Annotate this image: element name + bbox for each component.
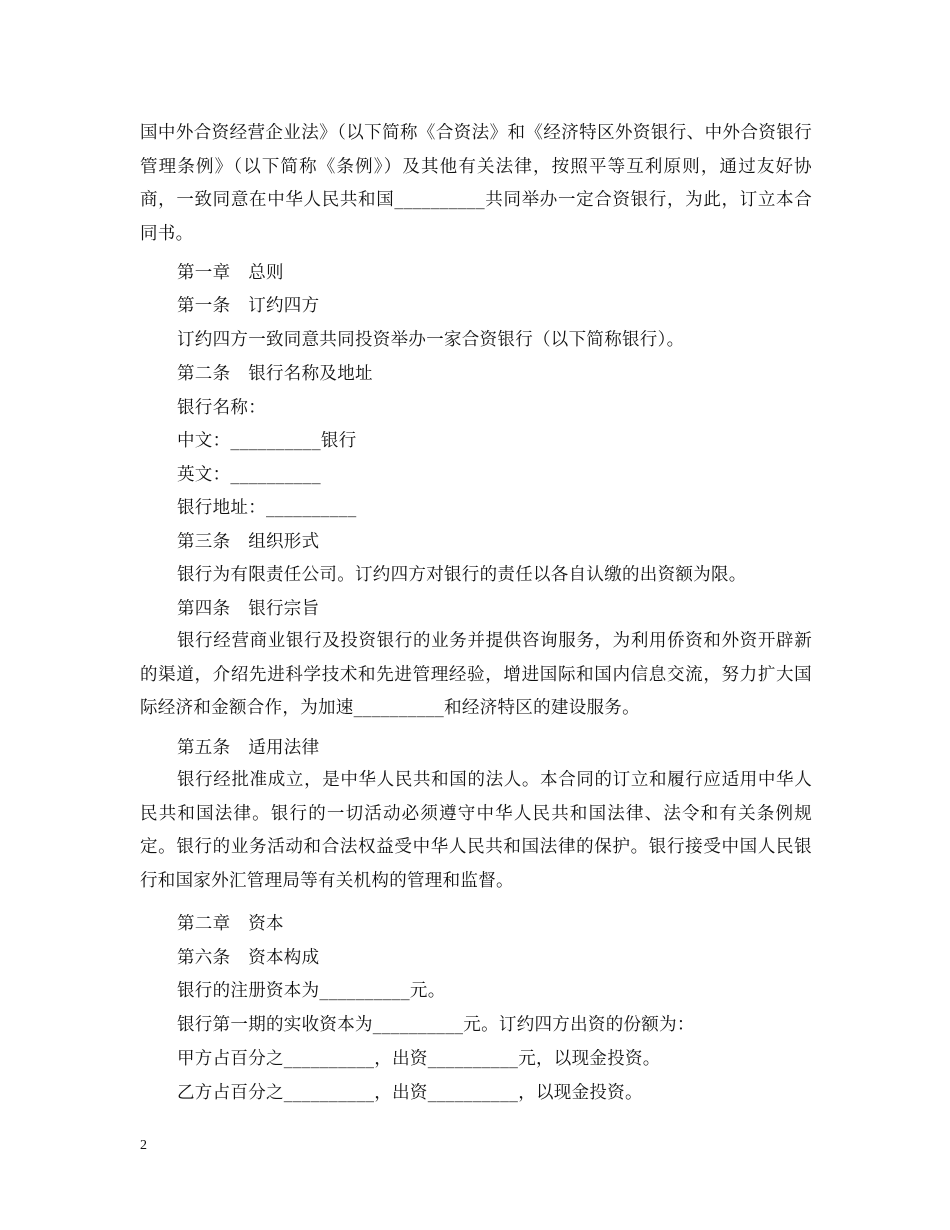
- article-4-heading: 第四条 银行宗旨: [177, 599, 320, 619]
- opening-paragraph: 国中外合资经营企业法》（以下简称《合资法》和《经济特区外资银行、中外合资银行管理条例》（以下简称《条例》）及其他有关法律，按照平等互利原则，通过友好协商，一致同意在中华人民共和国__________共同举办一定合资银行，为此，订立本合同书。: [140, 123, 812, 244]
- article-5-paragraph: 银行经批准成立，是中华人民共和国的法人。本合同的订立和履行应适用中华人民共和国法律。银行的一切活动必须遵守中华人民共和国法律、法令和有关条例规定。银行的业务活动和合法权益受中华人民共和国法律的保护。银行接受中国人民银行和国家外汇管理局等有关机构的管理和监督。: [140, 770, 812, 891]
- bank-address: 银行地址：__________: [177, 498, 357, 518]
- article-3-text: 银行为有限责任公司。订约四方对银行的责任以各自认缴的出资额为限。: [177, 565, 747, 585]
- article-6-heading: 第六条 资本构成: [177, 948, 320, 968]
- registered-capital: 银行的注册资本为__________元。: [177, 981, 446, 1001]
- article-2-heading: 第二条 银行名称及地址: [177, 364, 373, 384]
- article-4-paragraph: 银行经营商业银行及投资银行的业务并提供咨询服务，为利用侨资和外资开辟新的渠道，介绍先进科学技术和先进管理经验，增进国际和国内信息交流，努力扩大国际经济和金额合作，为加速__________和经济特区的建设服务。: [140, 631, 812, 718]
- article-5-heading: 第五条 适用法律: [177, 738, 320, 758]
- article-3-heading: 第三条 组织形式: [177, 532, 320, 552]
- bank-name-label: 银行名称：: [177, 398, 266, 418]
- party-a-share: 甲方占百分之__________，出资__________元，以现金投资。: [177, 1049, 661, 1069]
- chapter-1-heading: 第一章 总则: [177, 263, 284, 283]
- bank-name-chinese: 中文：__________银行: [177, 431, 357, 451]
- article-1-heading: 第一条 订约四方: [177, 296, 320, 316]
- chapter-2-heading: 第二章 资本: [177, 914, 284, 934]
- page-number: 2: [140, 1138, 147, 1153]
- paid-in-capital: 银行第一期的实收资本为__________元。订约四方出资的份额为：: [177, 1015, 695, 1035]
- party-b-share: 乙方占百分之__________，出资__________，以现金投资。: [177, 1083, 643, 1103]
- bank-name-english: 英文：__________: [177, 465, 321, 485]
- article-1-text: 订约四方一致同意共同投资举办一家合资银行（以下简称银行）。: [177, 330, 685, 350]
